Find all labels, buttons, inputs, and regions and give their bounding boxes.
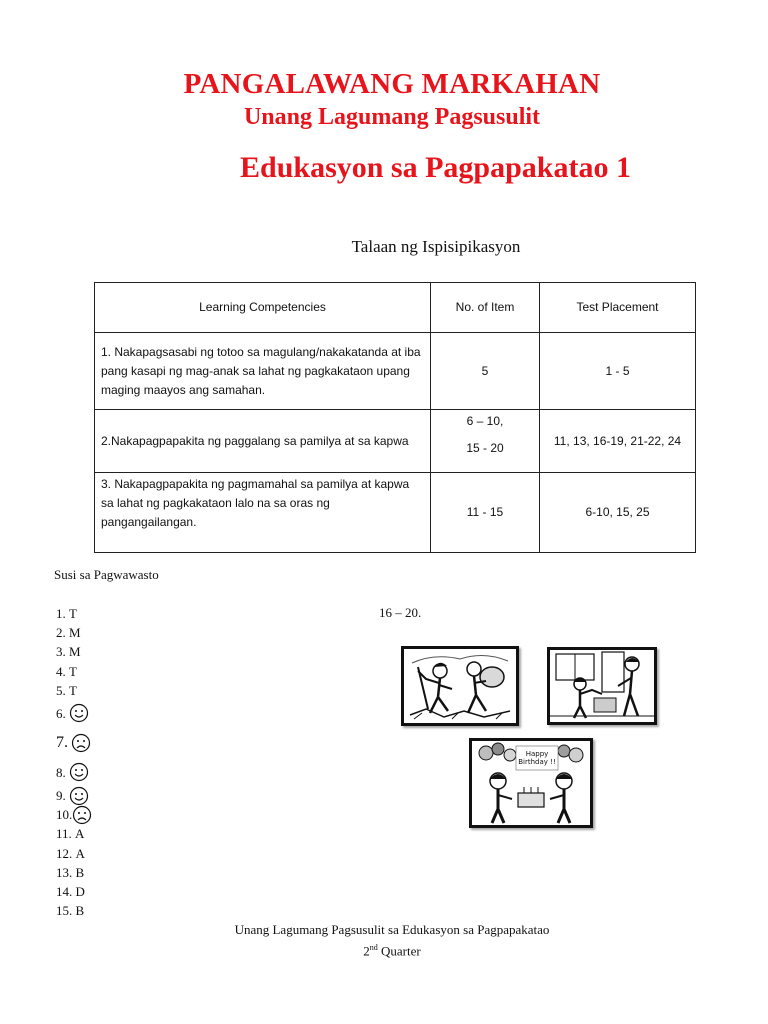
sad-face-icon — [71, 733, 91, 753]
title-quarter: PANGALAWANG MARKAHAN — [183, 68, 601, 100]
smiley-face-icon — [69, 786, 89, 806]
answer-number: 4. — [56, 663, 66, 679]
children-cleaning-drawing — [404, 649, 516, 723]
answer-number: 15. — [56, 903, 73, 919]
answer-value: T — [69, 682, 77, 698]
answer-number: 10. — [56, 807, 73, 823]
answer-value: T — [69, 606, 77, 621]
answer-item — [56, 604, 92, 623]
birthday-drawing — [472, 741, 590, 825]
children-cleaning-illustration — [401, 646, 519, 726]
answer-number: 9. — [56, 787, 66, 803]
birthday-banner-text: Happy Birthday !! — [518, 750, 556, 766]
smiley-face-icon — [69, 703, 89, 723]
competency-cell: 1. Nakapagsasabi ng totoo sa magulang/nakakatanda at iba pang kasapi ng mag-anak sa lahat ng pagkakataon upang maging maayos ang samahan. — [95, 333, 431, 410]
answer-item — [56, 681, 92, 700]
competency-cell: 2.Nakapagpapakita ng paggalang sa pamilya at sa kapwa — [95, 410, 431, 473]
answer-value: A — [75, 826, 85, 842]
footer-quarter — [0, 939, 768, 960]
table-row — [95, 473, 696, 553]
footer-title: Unang Lagumang Pagsusulit sa Edukasyon sa Pagpapakatao — [234, 922, 550, 937]
competency-cell: 3. Nakapagpapakita ng pagmamahal sa pamilya at kapwa sa lahat ng pagkakataon lalo na sa oras ng pangangailangan. — [95, 473, 431, 553]
quarter-number: 2 — [363, 943, 370, 959]
column-header: No. of Item — [431, 283, 540, 333]
table-caption: Talaan ng Ispisipikasyon — [351, 237, 521, 256]
answer-item — [56, 662, 92, 681]
answer-value: M — [69, 644, 81, 660]
item-count-cell: 5 — [431, 333, 540, 410]
table-row — [95, 333, 696, 410]
item-count-cell: 11 - 15 — [431, 473, 540, 553]
column-header: Test Placement — [540, 283, 696, 333]
item-count-line: 15 - 20 — [466, 441, 504, 455]
answer-number: 2. — [56, 625, 66, 641]
birthday-illustration — [469, 738, 593, 828]
item-count-line: 6 – 10, — [466, 414, 504, 428]
specification-table — [94, 282, 696, 553]
answer-item — [56, 824, 92, 843]
placement-cell: 11, 13, 16-19, 21-22, 24 — [540, 410, 696, 473]
family-home-illustration — [547, 647, 657, 725]
answer-item — [56, 759, 92, 786]
column-header: Learning Competencies — [95, 283, 431, 333]
answer-value: T — [69, 663, 77, 679]
answer-number: 14. — [56, 883, 73, 899]
item-count-cell — [431, 410, 540, 473]
answer-range-label: 16 – 20. — [379, 605, 422, 620]
page-footer — [0, 921, 768, 960]
answer-number: 5. — [56, 682, 66, 698]
title-subject: Edukasyon sa Pagpapakatao 1 — [240, 151, 631, 184]
placement-cell: 1 - 5 — [540, 333, 696, 410]
answer-number: 6. — [56, 705, 66, 721]
answer-number: 13. — [56, 864, 73, 880]
answer-number: 3. — [56, 644, 66, 660]
answer-item — [56, 844, 92, 863]
table-row — [95, 410, 696, 473]
answer-item — [56, 882, 92, 901]
answer-number: 1. — [56, 606, 66, 621]
answer-item — [56, 623, 92, 642]
table-header-row — [95, 283, 696, 333]
answer-value: A — [75, 845, 85, 861]
answer-value: D — [75, 883, 85, 899]
answer-item — [56, 901, 92, 920]
answer-value: M — [69, 625, 81, 641]
answer-item — [56, 786, 92, 805]
answer-number: 11. — [56, 826, 72, 842]
family-home-drawing — [550, 650, 654, 722]
placement-cell: 6-10, 15, 25 — [540, 473, 696, 553]
quarter-word: Quarter — [377, 943, 421, 959]
answer-number: 12. — [56, 845, 73, 861]
answer-number: 8. — [56, 764, 66, 780]
answer-value: B — [75, 864, 85, 880]
title-test: Unang Lagumang Pagsusulit — [243, 104, 541, 130]
quarter-suffix: nd — [369, 943, 378, 952]
answer-number: 7. — [56, 734, 68, 752]
answer-item — [56, 700, 92, 727]
answer-item — [56, 863, 92, 882]
answer-item — [56, 642, 92, 661]
answer-item — [56, 805, 92, 824]
answer-key-title: Susi sa Pagwawasto — [54, 567, 159, 582]
answer-item — [56, 727, 92, 759]
answer-key-list — [56, 604, 92, 920]
smiley-face-icon — [69, 762, 89, 782]
answer-value: B — [75, 903, 85, 919]
sad-face-icon — [72, 805, 92, 825]
